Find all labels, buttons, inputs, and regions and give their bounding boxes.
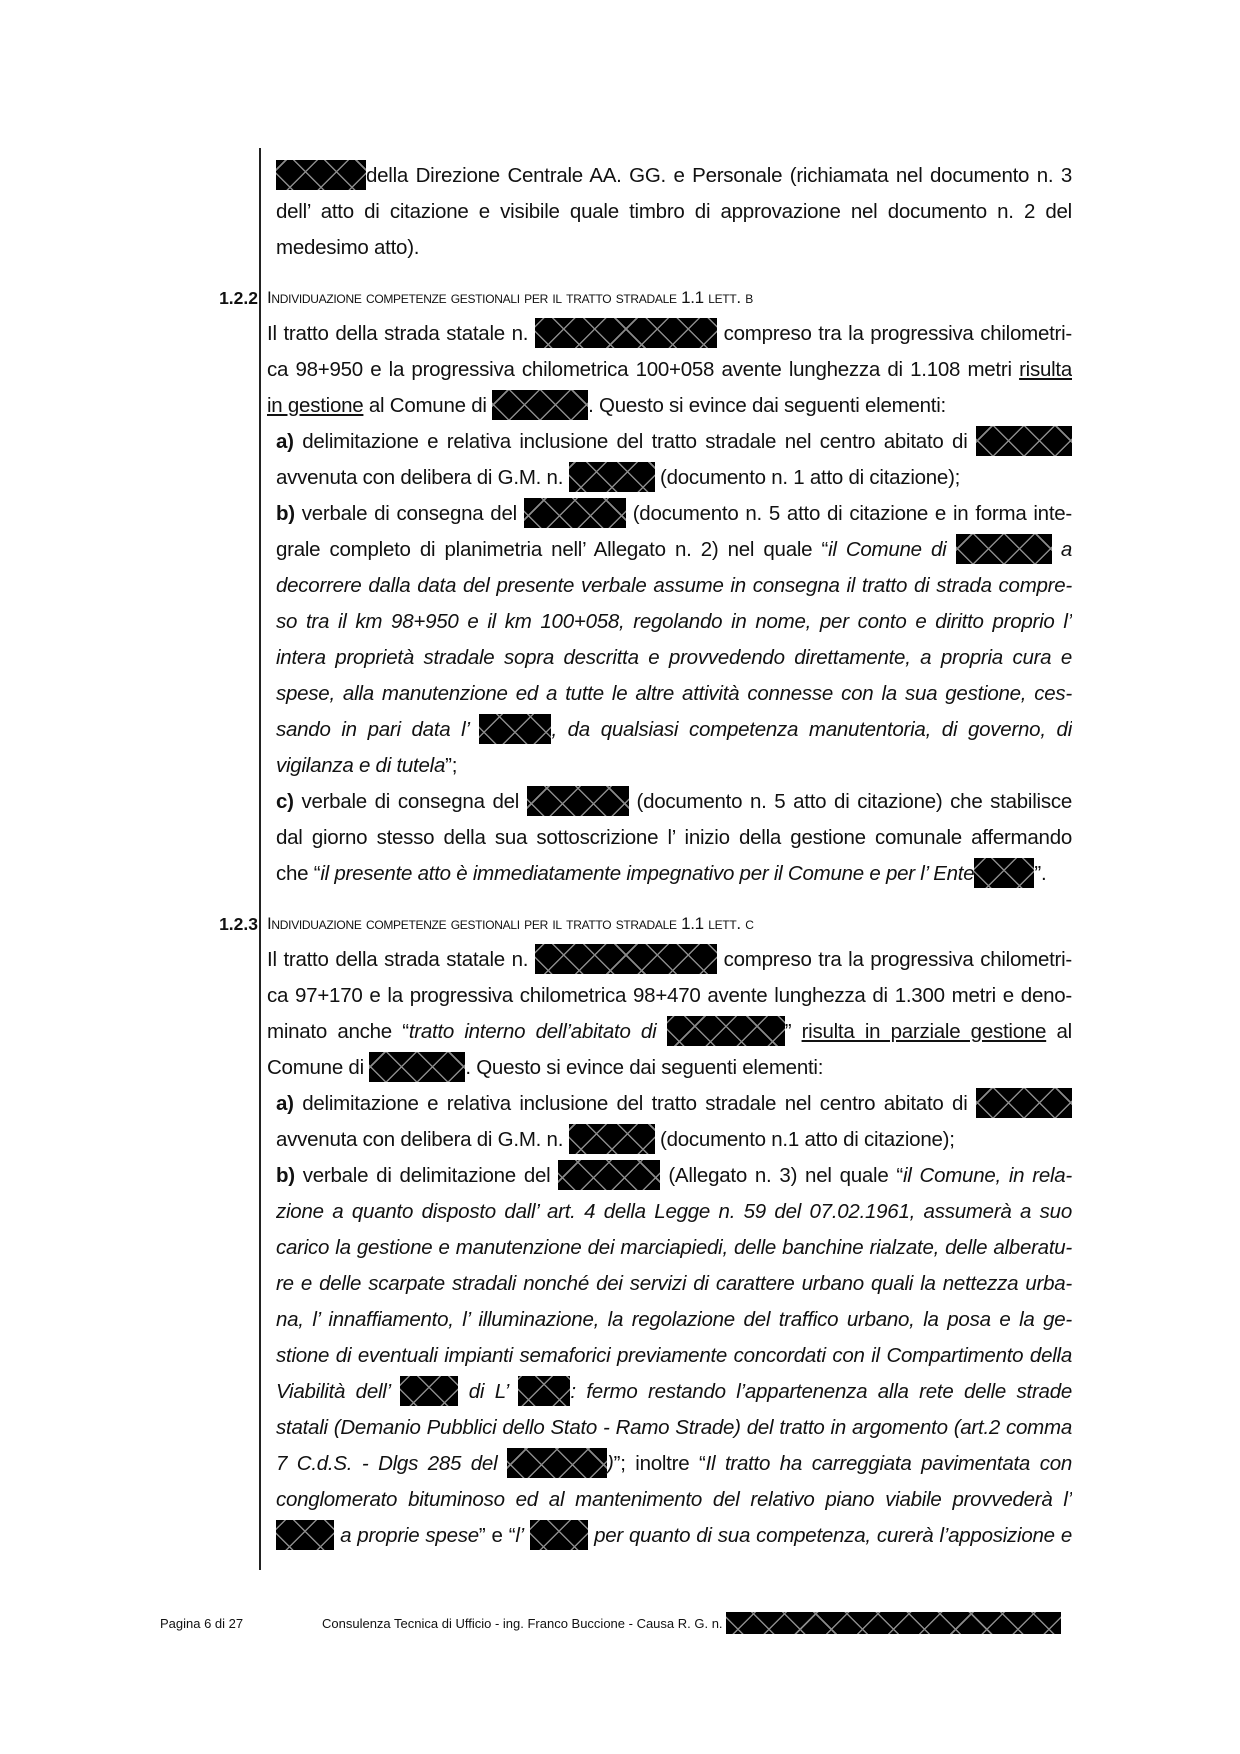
- list-item-line: avvenuta con delibera di G.M. n. (documento n.1 atto di citazione);: [276, 1122, 1072, 1158]
- redaction-box-icon: [535, 318, 717, 348]
- section-heading: Individuazione competenze gestionali per il tratto stradale 1.1 lett. c: [267, 914, 754, 933]
- list-item: b) verbale di delimitazione del (Allegato n. 3) nel quale “il Comune, in rela-: [276, 1158, 1072, 1194]
- paragraph-line: medesimo atto).: [276, 236, 420, 259]
- section-number: 1.2.3: [219, 914, 258, 934]
- redaction-box-icon: [369, 1052, 465, 1082]
- quote-line: statali (Demanio Pubblici dello Stato - Ramo Strade) del tratto in argomento (art.2 comma: [276, 1416, 1072, 1439]
- redaction-box-icon: [726, 1612, 1061, 1634]
- paragraph-line: ca 97+170 e la progressiva chilometrica 98+470 avente lunghezza di 1.300 metri e deno-: [267, 984, 1072, 1007]
- list-item: b) verbale di consegna del (documento n. 5 atto di citazione e in forma inte-: [276, 496, 1072, 532]
- quote-line: vigilanza e di tutela”;: [276, 754, 458, 777]
- paragraph-line: in gestione al Comune di . Questo si evince dai seguenti elementi:: [267, 388, 1072, 424]
- redaction-box-icon: [518, 1376, 570, 1406]
- list-item: c) verbale di consegna del (documento n. 5 atto di citazione) che stabilisce: [276, 784, 1072, 820]
- quote-line: 7 C.d.S. - Dlgs 285 del )”; inoltre “Il tratto ha carreggiata pavimentata con: [276, 1446, 1072, 1482]
- redaction-box-icon: [535, 944, 717, 974]
- paragraph-line: ca 98+950 e la progressiva chilometrica 100+058 avente lunghezza di 1.108 metri risulta: [267, 358, 1072, 381]
- redaction-box-icon: [527, 786, 629, 816]
- list-item-line: dal giorno stesso della sua sottoscrizione l’ inizio della gestione comunale affermando: [276, 826, 1072, 849]
- quote-line: stione di eventuali impianti semaforici previamente concordati con il Compartimento della: [276, 1344, 1072, 1367]
- redaction-box-icon: [558, 1160, 660, 1190]
- quote-line: re e delle scarpate stradali nonché dei servizi di carattere urbano quali la nettezza urba-: [276, 1272, 1072, 1295]
- quote-line: carico la gestione e manutenzione dei marciapiedi, delle banchine rialzate, delle alberatu-: [276, 1236, 1072, 1259]
- quote-line: intera proprietà stradale sopra descritta e provvedendo direttamente, a propria cura e: [276, 646, 1072, 669]
- redaction-box-icon: [956, 534, 1052, 564]
- redaction-box-icon: [976, 426, 1072, 456]
- paragraph-line: dell’ atto di citazione e visibile quale timbro di approvazione nel documento n. 2 del: [276, 200, 1072, 223]
- list-item-line: avvenuta con delibera di G.M. n. (documento n. 1 atto di citazione);: [276, 460, 1072, 496]
- redaction-box-icon: [479, 714, 551, 744]
- list-item: a) delimitazione e relativa inclusione del tratto stradale nel centro abitato di: [276, 424, 1072, 460]
- quote-line: Viabilità dell’ di L’ : fermo restando l’appartenenza alla rete delle strade: [276, 1374, 1072, 1410]
- page-number: Pagina 6 di 27: [160, 1616, 244, 1631]
- quote-line: zione a quanto disposto dall’ art. 4 della Legge n. 59 del 07.02.1961, assumerà a suo: [276, 1200, 1072, 1223]
- redaction-box-icon: [569, 1124, 655, 1154]
- redaction-box-icon: [667, 1016, 785, 1046]
- section-number: 1.2.2: [219, 288, 258, 308]
- footer-text: Consulenza Tecnica di Ufficio - ing. Franco Buccione - Causa R. G. n.: [322, 1610, 1061, 1638]
- paragraph-line: minato anche “tratto interno dell’abitato di ” risulta in parziale gestione al: [267, 1014, 1072, 1050]
- redaction-box-icon: [507, 1448, 607, 1478]
- list-item-line: grale completo di planimetria nell’ Allegato n. 2) nel quale “il Comune di a: [276, 532, 1072, 568]
- quote-line: a proprie spese” e “l’ per quanto di sua competenza, curerà l’apposizione e: [276, 1518, 1072, 1554]
- redaction-box-icon: [276, 1520, 334, 1550]
- list-item: a) delimitazione e relativa inclusione del tratto stradale nel centro abitato di: [276, 1086, 1072, 1122]
- redaction-box-icon: [569, 462, 655, 492]
- redaction-box-icon: [974, 858, 1034, 888]
- paragraph-line: Il tratto della strada statale n. compreso tra la progressiva chilometri-: [267, 316, 1072, 352]
- paragraph-line: Comune di . Questo si evince dai seguenti elementi:: [267, 1050, 1072, 1086]
- redaction-box-icon: [976, 1088, 1072, 1118]
- redaction-box-icon: [524, 498, 626, 528]
- redaction-box-icon: [276, 160, 366, 190]
- quote-line: sando in pari data l’ , da qualsiasi competenza manutentoria, di governo, di: [276, 712, 1072, 748]
- section-heading: Individuazione competenze gestionali per il tratto stradale 1.1 lett. b: [267, 288, 753, 307]
- quote-line: conglomerato bituminoso ed al mantenimento del relativo piano viabile provvederà l’: [276, 1488, 1072, 1511]
- quote-line: so tra il km 98+950 e il km 100+058, regolando in nome, per conto e diritto proprio l’: [276, 610, 1072, 633]
- redaction-box-icon: [492, 390, 588, 420]
- redaction-box-icon: [400, 1376, 458, 1406]
- quote-line: spese, alla manutenzione ed a tutte le altre attività connesse con la sua gestione, ces-: [276, 682, 1072, 705]
- paragraph-line: della Direzione Centrale AA. GG. e Personale (richiamata nel documento n. 3: [276, 158, 1072, 194]
- quote-line: na, l’ innaffiamento, l’ illuminazione, la regolazione del traffico urbano, la posa e la ge-: [276, 1308, 1072, 1331]
- paragraph-line: Il tratto della strada statale n. compreso tra la progressiva chilometri-: [267, 942, 1072, 978]
- quote-line: decorrere dalla data del presente verbale assume in consegna il tratto di strada compre-: [276, 574, 1072, 597]
- margin-change-bar: [259, 148, 261, 1570]
- redaction-box-icon: [530, 1520, 588, 1550]
- list-item-line: che “il presente atto è immediatamente impegnativo per il Comune e per l’ Ente ”.: [276, 856, 1072, 892]
